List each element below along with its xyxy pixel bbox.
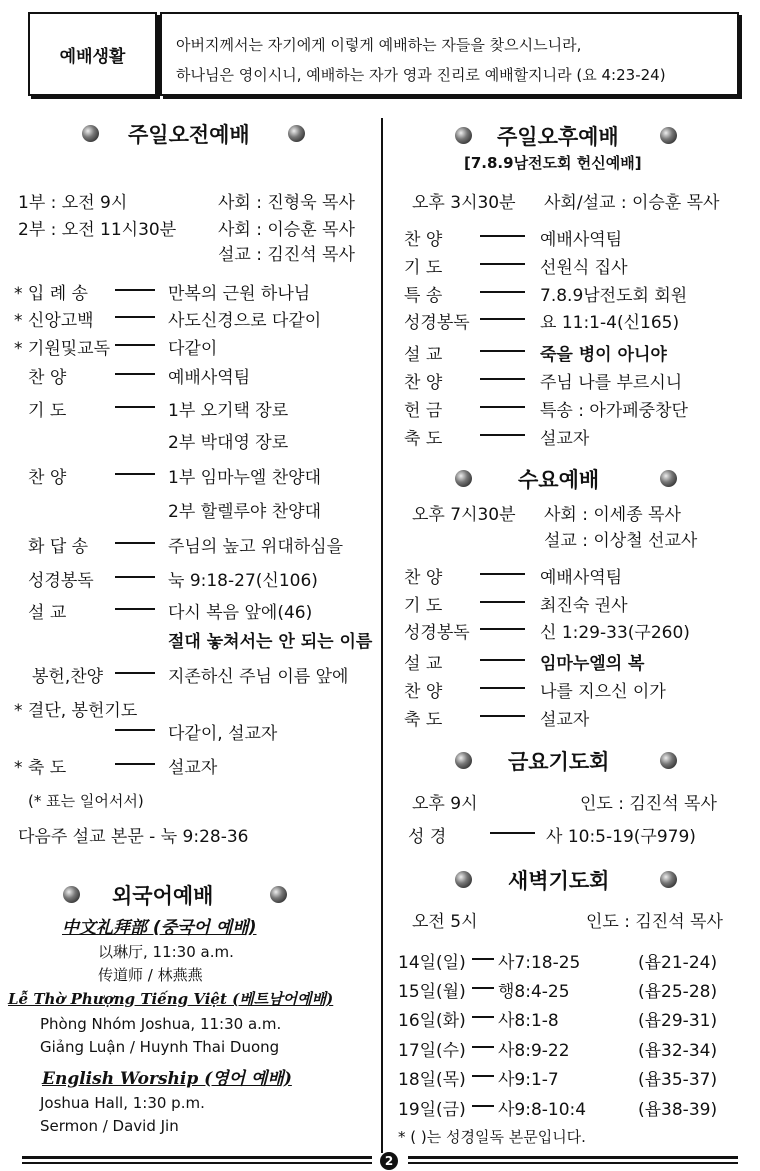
order-value: 예배사역팀 — [540, 230, 623, 250]
dawn-day: 18일(목) — [398, 1070, 466, 1090]
afternoon-time: 오후 3시30분 — [412, 193, 516, 213]
order-label: 성경봉독 — [404, 623, 470, 643]
chinese-place: 以琳厅, 11:30 a.m. — [98, 943, 234, 961]
dash-line — [480, 235, 525, 237]
friday-title: 금요기도회 — [508, 750, 610, 774]
order-value: 2부 박대영 장로 — [168, 433, 289, 453]
order-label: 설 교 — [404, 345, 443, 365]
dash-line — [115, 473, 155, 475]
order-value: 지존하신 주님 이름 앞에 — [168, 667, 349, 687]
dawn-day: 19일(금) — [398, 1100, 466, 1120]
column-divider — [381, 118, 383, 1153]
order-value: 사 10:5-19(구979) — [546, 827, 696, 847]
order-value: 주님 나를 부르시니 — [540, 373, 683, 393]
dash-line — [115, 729, 155, 731]
dash-line — [115, 316, 155, 318]
afternoon-leader: 사회/설교 : 이승훈 목사 — [544, 193, 720, 213]
dawn-extra: (욥35-37) — [638, 1070, 718, 1090]
dash-line — [472, 1105, 494, 1107]
dawn-day: 14일(일) — [398, 953, 466, 973]
viet-title: Lễ Thờ Phượng Tiếng Việt (베트남어예배) — [8, 990, 334, 1008]
order-label: 기 도 — [404, 596, 443, 616]
dawn-time: 오전 5시 — [412, 912, 478, 932]
dash-line — [472, 1016, 494, 1018]
order-label: * 신앙고백 — [14, 311, 94, 331]
dash-line — [115, 608, 155, 610]
morning-title: 주일오전예배 — [128, 123, 250, 147]
dash-line — [115, 763, 155, 765]
order-value: 설교자 — [540, 429, 590, 449]
order-value: 2부 할렐루야 찬양대 — [168, 502, 321, 522]
order-label: 기 도 — [28, 401, 67, 421]
order-label: 찬 양 — [404, 682, 443, 702]
sermon-title: 임마누엘의 복 — [540, 654, 645, 674]
chinese-preacher: 传道师 / 林燕燕 — [98, 966, 203, 984]
dash-line — [480, 263, 525, 265]
dash-line — [480, 291, 525, 293]
bullet-icon — [455, 752, 472, 769]
friday-time: 오후 9시 — [412, 794, 478, 814]
order-label: * 기원및교독 — [14, 339, 111, 359]
order-label: 봉헌,찬양 — [32, 667, 104, 687]
wednesday-leader: 사회 : 이세종 목사 — [544, 505, 681, 525]
order-value: 다시 복음 앞에(46) — [168, 603, 313, 623]
dash-line — [480, 378, 525, 380]
dawn-text: 사8:1-8 — [498, 1011, 559, 1031]
order-label: 찬 양 — [404, 373, 443, 393]
next-sermon: 다음주 설교 본문 - 눅 9:28-36 — [18, 827, 249, 847]
order-label: 축 도 — [404, 429, 443, 449]
order-value: 선원식 집사 — [540, 258, 628, 278]
order-value: 다같이 — [168, 339, 218, 359]
dawn-note: * ( )는 성경일독 본문입니다. — [398, 1128, 586, 1146]
order-label: 축 도 — [404, 710, 443, 730]
verse-box — [160, 12, 739, 96]
bullet-icon — [660, 871, 677, 888]
order-value: 1부 오기택 장로 — [168, 401, 289, 421]
bullet-icon — [270, 886, 287, 903]
viet-place: Phòng Nhóm Joshua, 11:30 a.m. — [40, 1015, 282, 1033]
dash-line — [115, 406, 155, 408]
dash-line — [480, 601, 525, 603]
footer-rule — [22, 1156, 372, 1159]
dash-line — [480, 318, 525, 320]
dash-line — [490, 832, 535, 834]
dash-line — [472, 1046, 494, 1048]
wednesday-preacher: 설교 : 이상철 선교사 — [544, 531, 698, 551]
page-number: 2 — [380, 1152, 398, 1170]
verse-line-2: 하나님은 영이시니, 예배하는 자가 영과 진리로 예배할지니라 (요 4:23-24) — [176, 66, 666, 84]
order-label: 기 도 — [404, 258, 443, 278]
section-label: 예배생활 — [28, 12, 157, 96]
order-label: 화 답 송 — [28, 537, 89, 557]
order-label: * 입 례 송 — [14, 284, 88, 304]
dash-line — [480, 434, 525, 436]
order-value: 다같이, 설교자 — [168, 724, 278, 744]
order-label: 설 교 — [404, 654, 443, 674]
dawn-leader: 인도 : 김진석 목사 — [586, 912, 723, 932]
dawn-text: 사9:8-10:4 — [498, 1100, 587, 1120]
dash-line — [480, 659, 525, 661]
friday-leader: 인도 : 김진석 목사 — [580, 794, 717, 814]
order-value: 신 1:29-33(구260) — [540, 623, 690, 643]
order-label: * 결단, 봉헌기도 — [14, 701, 138, 721]
order-value: 예배사역팀 — [168, 368, 251, 388]
dawn-text: 행8:4-25 — [498, 982, 570, 1002]
dawn-extra: (욥21-24) — [638, 953, 718, 973]
english-place: Joshua Hall, 1:30 p.m. — [40, 1094, 205, 1112]
order-value: 특송 : 아가페중창단 — [540, 401, 688, 421]
dawn-text: 사7:18-25 — [498, 953, 581, 973]
order-label: 특 송 — [404, 286, 443, 306]
dawn-extra: (욥29-31) — [638, 1011, 718, 1031]
bullet-icon — [455, 127, 472, 144]
dawn-extra: (욥25-28) — [638, 982, 718, 1002]
dash-line — [115, 373, 155, 375]
wednesday-title: 수요예배 — [518, 468, 600, 492]
viet-preacher: Giảng Luận / Huynh Thai Duong — [40, 1038, 280, 1056]
order-value: 1부 임마누엘 찬양대 — [168, 468, 321, 488]
order-label: 성경봉독 — [28, 571, 94, 591]
order-value: 7.8.9남전도회 회원 — [540, 286, 688, 306]
dawn-text: 사8:9-22 — [498, 1041, 570, 1061]
morning-leader-1: 사회 : 진형욱 목사 — [218, 193, 355, 213]
bullet-icon — [660, 470, 677, 487]
bullet-icon — [63, 886, 80, 903]
bullet-icon — [660, 752, 677, 769]
dash-line — [480, 715, 525, 717]
bullet-icon — [455, 470, 472, 487]
order-value: 나를 지으신 이가 — [540, 682, 666, 702]
sermon-title: 절대 놓쳐서는 안 되는 이름 — [168, 632, 373, 652]
order-label: 설 교 — [28, 603, 67, 623]
footer-rule — [22, 1162, 372, 1164]
footer-rule — [408, 1156, 738, 1159]
order-label: 성 경 — [408, 827, 447, 847]
footer-rule — [408, 1162, 738, 1164]
dash-line — [115, 344, 155, 346]
dash-line — [480, 350, 525, 352]
order-label: 헌 금 — [404, 401, 443, 421]
dash-line — [472, 987, 494, 989]
order-value: 설교자 — [540, 710, 590, 730]
order-label: 찬 양 — [404, 230, 443, 250]
verse-line-1: 아버지께서는 자기에게 이렇게 예배하는 자들을 찾으시느니라, — [176, 36, 582, 54]
order-value: 눅 9:18-27(신106) — [168, 571, 318, 591]
order-value: 주님의 높고 위대하심을 — [168, 537, 344, 557]
dash-line — [480, 628, 525, 630]
dash-line — [115, 576, 155, 578]
dash-line — [472, 1075, 494, 1077]
standing-note: (* 표는 일어서서) — [28, 792, 144, 810]
english-preacher: Sermon / David Jin — [40, 1117, 179, 1135]
dash-line — [472, 958, 494, 960]
order-value: 사도신경으로 다같이 — [168, 311, 322, 331]
sermon-title: 죽을 병이 아니야 — [540, 345, 667, 365]
dawn-extra: (욥32-34) — [638, 1041, 718, 1061]
order-value: 최진숙 권사 — [540, 596, 628, 616]
order-value: 만복의 근원 하나님 — [168, 284, 311, 304]
dawn-day: 15일(월) — [398, 982, 466, 1002]
order-value: 예배사역팀 — [540, 568, 623, 588]
dawn-text: 사9:1-7 — [498, 1070, 559, 1090]
order-value: 요 11:1-4(신165) — [540, 313, 680, 333]
bullet-icon — [82, 125, 99, 142]
order-label: * 축 도 — [14, 758, 67, 778]
bullet-icon — [660, 127, 677, 144]
dash-line — [480, 573, 525, 575]
dash-line — [480, 406, 525, 408]
order-label: 찬 양 — [28, 368, 67, 388]
afternoon-title: 주일오후예배 — [497, 125, 619, 149]
dawn-day: 16일(화) — [398, 1011, 466, 1031]
dawn-title: 새벽기도회 — [508, 869, 610, 893]
dash-line — [115, 289, 155, 291]
dawn-day: 17일(수) — [398, 1041, 466, 1061]
dash-line — [115, 672, 155, 674]
morning-leader-2: 사회 : 이승훈 목사 — [218, 220, 355, 240]
chinese-title: 中文礼拜部 (중국어 예배) — [62, 918, 257, 938]
bullet-icon — [288, 125, 305, 142]
morning-time-2: 2부 : 오전 11시30분 — [18, 220, 177, 240]
order-label: 찬 양 — [28, 468, 67, 488]
dash-line — [480, 687, 525, 689]
morning-preacher: 설교 : 김진석 목사 — [218, 245, 355, 265]
dawn-extra: (욥38-39) — [638, 1100, 718, 1120]
order-label: 성경봉독 — [404, 313, 470, 333]
order-label: 찬 양 — [404, 568, 443, 588]
order-value: 설교자 — [168, 758, 218, 778]
wednesday-time: 오후 7시30분 — [412, 505, 516, 525]
bullet-icon — [455, 871, 472, 888]
afternoon-subtitle: [7.8.9남전도회 헌신예배] — [464, 154, 642, 172]
dash-line — [115, 542, 155, 544]
foreign-title: 외국어예배 — [112, 884, 214, 908]
morning-time-1: 1부 : 오전 9시 — [18, 193, 128, 213]
english-title: English Worship (영어 예배) — [42, 1069, 292, 1089]
